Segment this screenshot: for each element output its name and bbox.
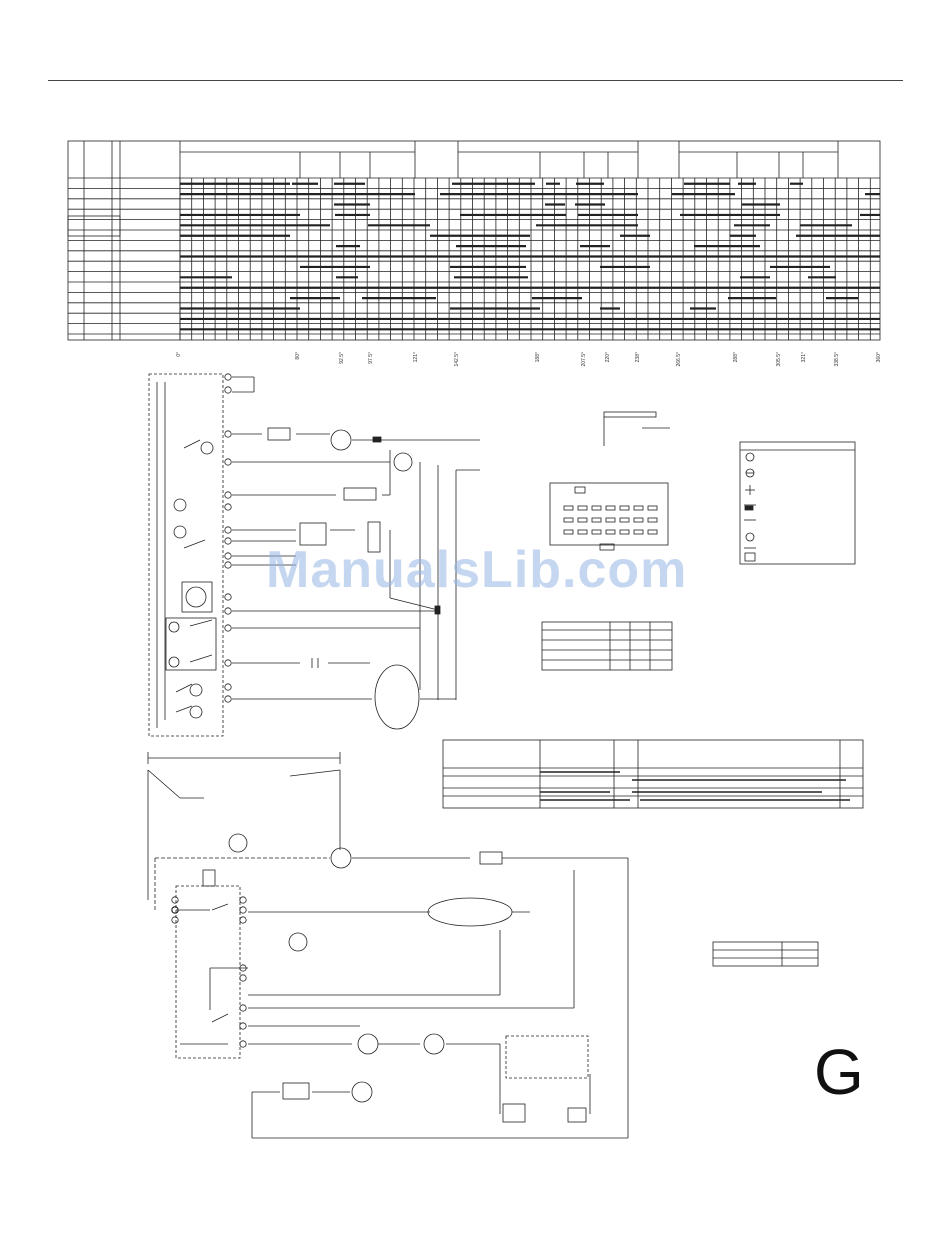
degree-tick-label: 305.5° (776, 352, 782, 367)
small-spec-table (713, 942, 818, 966)
pcb-slot (606, 530, 615, 534)
terminal-screw-icon (240, 975, 246, 981)
degree-tick-label: 142.5° (454, 352, 460, 367)
terminal-screw-icon (172, 897, 178, 903)
pcb-slot (620, 518, 629, 522)
degree-tick-label: 80° (295, 352, 301, 360)
degree-tick-label: 338.5° (834, 352, 840, 367)
terminal-screw-icon (225, 459, 231, 465)
terminal-screw-icon (225, 594, 231, 600)
degree-tick-label: 0° (176, 352, 182, 357)
degree-tick-label: 121° (413, 352, 419, 363)
terminal-block-lower (172, 897, 246, 1047)
pcb-slot (648, 518, 657, 522)
terminal-screw-icon (225, 387, 231, 393)
terminal-screw-icon (240, 1023, 246, 1029)
pcb-slot (592, 518, 601, 522)
pcb-slot (634, 518, 643, 522)
terminal-screw-icon (225, 696, 231, 702)
terminal-screw-icon (225, 374, 231, 380)
degree-tick-label: 321° (801, 352, 807, 363)
terminal-screw-icon (225, 660, 231, 666)
pcb-slot (578, 506, 587, 510)
terminal-screw-icon (225, 492, 231, 498)
terminal-screw-icon (240, 907, 246, 913)
pcb-slot (564, 518, 573, 522)
pcb-slot (578, 518, 587, 522)
terminal-screw-icon (240, 1041, 246, 1047)
degree-tick-label: 288° (733, 352, 739, 363)
pcb-slot (564, 530, 573, 534)
terminal-screw-icon (225, 562, 231, 568)
pcb-slot (578, 530, 587, 534)
terminal-screw-icon (172, 917, 178, 923)
pcb-connector-slots (564, 506, 657, 534)
page-letter: G (814, 1036, 864, 1108)
terminal-screw-icon (225, 431, 231, 437)
pcb-slot (606, 506, 615, 510)
terminal-screw-icon (225, 608, 231, 614)
lower-schematic (148, 752, 628, 1138)
terminal-screw-icon (225, 538, 231, 544)
degree-tick-label: 266.5° (676, 352, 682, 367)
degree-tick-label: 220° (605, 352, 611, 363)
degree-tick-label: 238° (635, 352, 641, 363)
pcb-slot (620, 530, 629, 534)
degree-tick-labels (176, 352, 882, 367)
pcb-slot (592, 530, 601, 534)
terminal-screw-icon (240, 897, 246, 903)
terminal-screw-icon (225, 684, 231, 690)
pcb-slot (564, 506, 573, 510)
degree-tick-label: 97.5° (368, 352, 374, 364)
pcb-slot (634, 530, 643, 534)
terminal-screw-icon (225, 625, 231, 631)
pcb-slot (606, 518, 615, 522)
terminal-screw-icon (225, 504, 231, 510)
terminal-screw-icon (240, 1005, 246, 1011)
terminal-screw-icon (240, 917, 246, 923)
terminal-block-upper (225, 374, 231, 702)
pcb-slot (592, 506, 601, 510)
pcb-slot (634, 506, 643, 510)
pcb-slot (620, 506, 629, 510)
degree-tick-label: 207.5° (581, 352, 587, 367)
terminal-block-layout (550, 412, 670, 550)
symbol-legend (740, 442, 855, 564)
watermark: ManualsLib.com (266, 541, 688, 599)
resistance-table (542, 622, 672, 670)
degree-tick-label: 92.5° (339, 352, 345, 364)
degree-tick-label: 360° (876, 352, 882, 363)
pcb-slot (648, 506, 657, 510)
lower-timing-table (443, 740, 863, 808)
degree-tick-label: 188° (535, 352, 541, 363)
terminal-screw-icon (225, 553, 231, 559)
pcb-slot (648, 530, 657, 534)
chart-vertical-grid (180, 178, 870, 340)
timing-chart (68, 141, 880, 340)
terminal-screw-icon (225, 527, 231, 533)
